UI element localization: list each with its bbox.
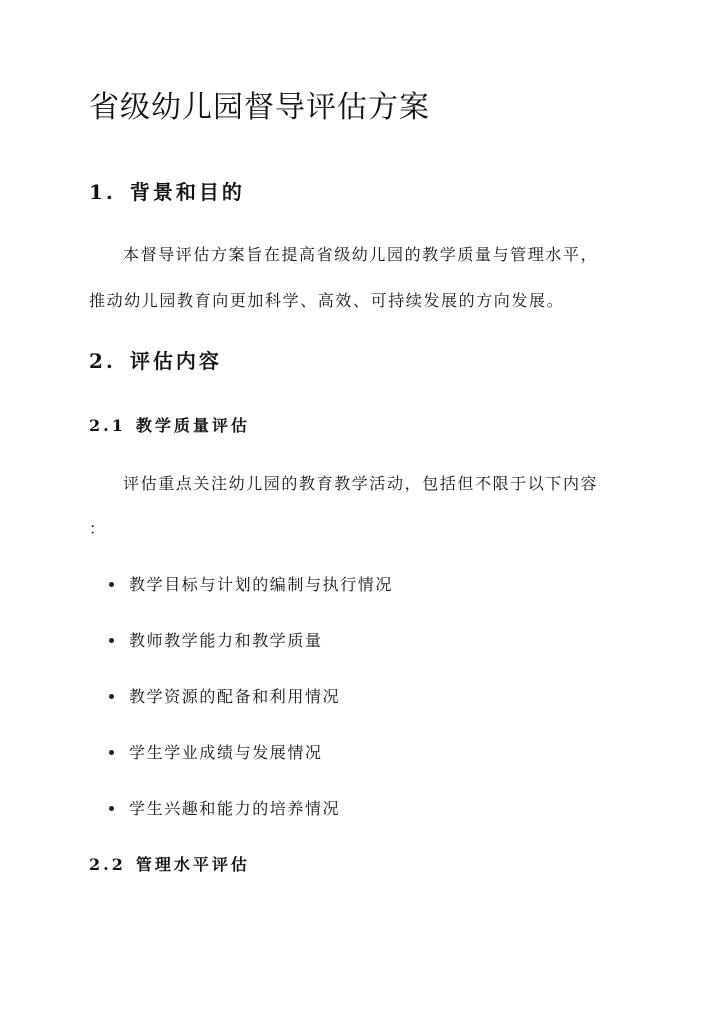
- section-title: 背景和目的: [129, 180, 245, 204]
- bullet-icon: [109, 694, 114, 699]
- list-item-text: 教学目标与计划的编制与执行情况: [129, 575, 394, 594]
- list-item-text: 教学资源的配备和利用情况: [129, 687, 341, 706]
- list-item-text: 学生学业成绩与发展情况: [129, 743, 323, 762]
- document-title: 省级幼儿园督导评估方案: [89, 90, 430, 125]
- section-number: 2.: [89, 349, 116, 373]
- subsection-heading-teaching-quality: [89, 413, 250, 436]
- paragraph-line: 推动幼儿园教育向更加科学、高效、可持续发展的方向发展。: [89, 291, 565, 310]
- list-item-text: 学生兴趣和能力的培养情况: [129, 799, 341, 818]
- bullet-icon: [109, 806, 114, 811]
- list-item: [109, 740, 323, 763]
- section-heading-background: [89, 176, 245, 205]
- paragraph-line: ：: [89, 519, 107, 538]
- bullet-icon: [109, 750, 114, 755]
- section-number: 1.: [89, 180, 116, 204]
- paragraph-line: 评估重点关注幼儿园的教育教学活动，包括但不限于以下内容: [123, 474, 599, 493]
- list-item: [109, 572, 393, 595]
- list-item-text: 教师教学能力和教学质量: [129, 631, 323, 650]
- list-item: [109, 796, 340, 819]
- subsection-heading-management: [89, 852, 250, 875]
- list-item: [109, 628, 323, 651]
- bullet-icon: [109, 638, 114, 643]
- section-heading-content: [89, 345, 222, 374]
- paragraph-line: 本督导评估方案旨在提高省级幼儿园的教学质量与管理水平，: [123, 245, 599, 264]
- subsection-number: 2.1: [89, 416, 126, 435]
- bullet-icon: [109, 582, 114, 587]
- subsection-title: 管理水平评估: [135, 855, 250, 874]
- subsection-title: 教学质量评估: [135, 416, 250, 435]
- section-title: 评估内容: [129, 349, 222, 373]
- subsection-number: 2.2: [89, 855, 126, 874]
- list-item: [109, 684, 340, 707]
